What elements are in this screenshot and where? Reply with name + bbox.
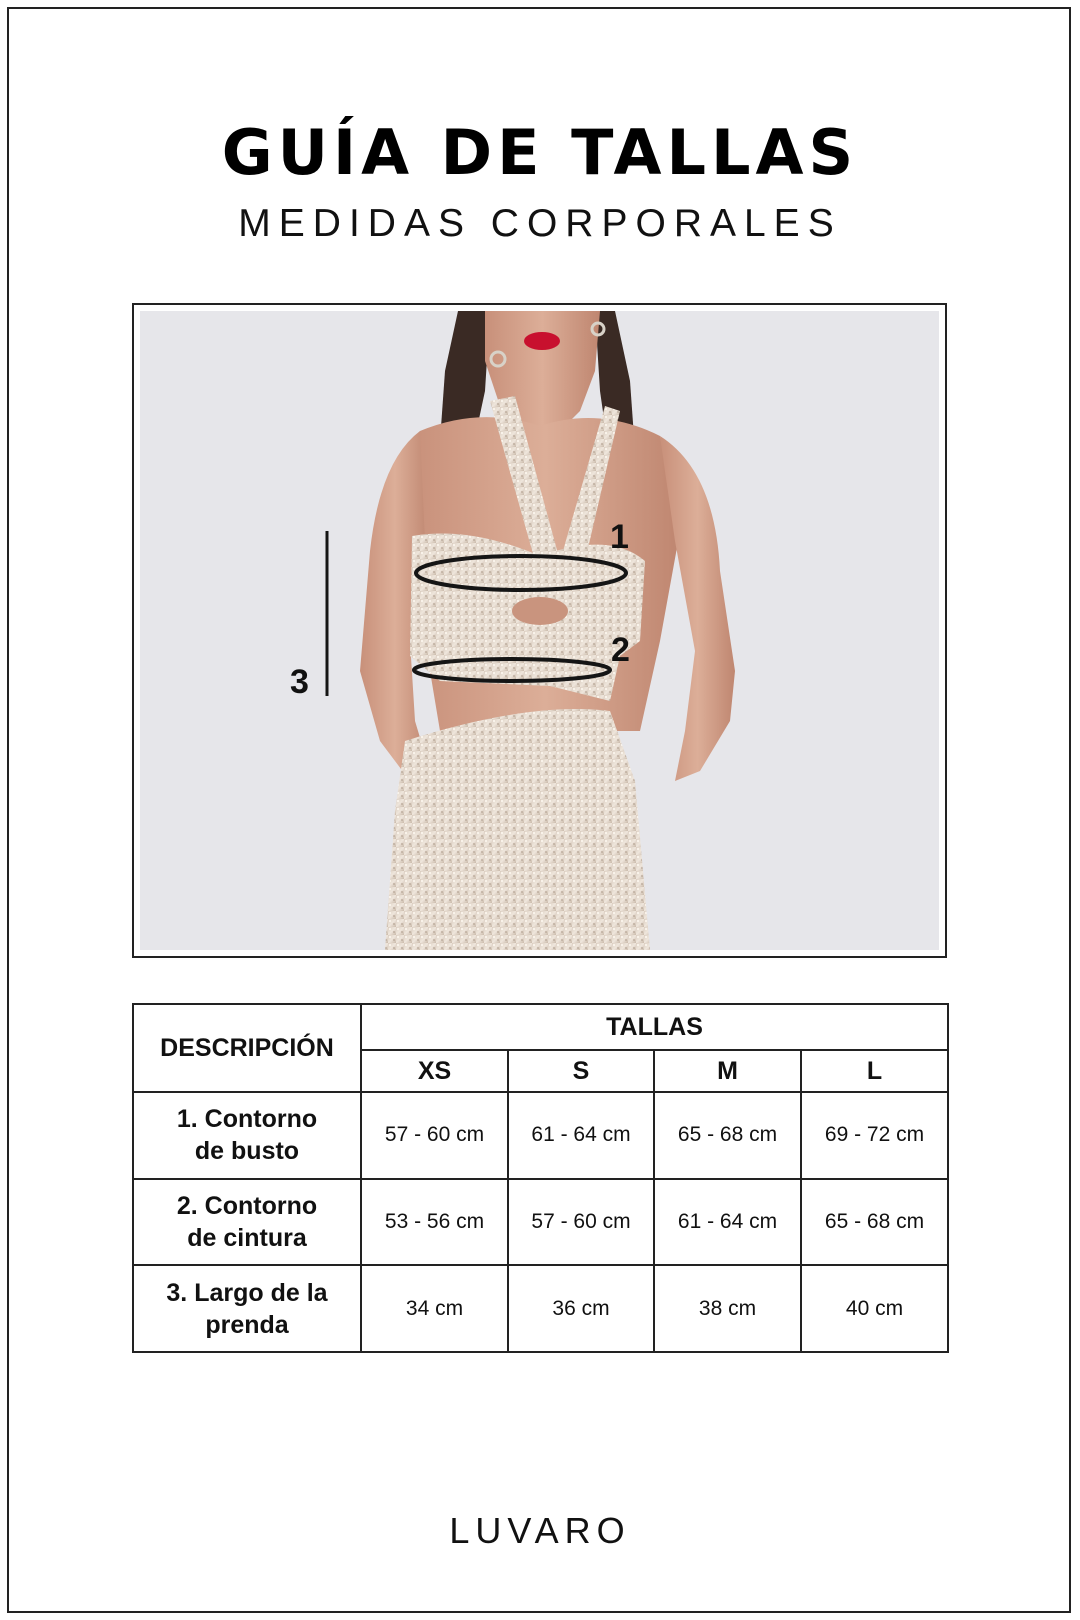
table-row: [133, 1092, 948, 1179]
lips: [524, 332, 560, 350]
table-row: [133, 1179, 948, 1266]
model-photo-frame: [132, 303, 947, 958]
row-label-line: 1. Contorno: [176, 1105, 318, 1134]
marker-3: 3: [290, 663, 309, 701]
row-label-line: 2. Contorno: [176, 1191, 318, 1220]
table-cell: 57 - 60 cm: [508, 1179, 654, 1266]
size-chart-table: [132, 1003, 949, 1353]
sizes-header: TALLAS: [361, 1004, 948, 1050]
model-photo: [140, 311, 939, 950]
table-cell: 61 - 64 cm: [508, 1092, 654, 1179]
table-cell: 69 - 72 cm: [801, 1092, 948, 1179]
table-cell: 65 - 68 cm: [801, 1179, 948, 1266]
marker-2: 2: [611, 631, 630, 669]
table-cell: 38 cm: [654, 1265, 801, 1352]
table-cell: 53 - 56 cm: [361, 1179, 508, 1266]
marker-1: 1: [610, 518, 629, 556]
row-label-line: prenda: [205, 1310, 289, 1339]
description-header: DESCRIPCIÓN: [133, 1004, 361, 1092]
row-label-bust: [133, 1092, 361, 1179]
row-label-line: de cintura: [187, 1223, 307, 1252]
table-cell: 36 cm: [508, 1265, 654, 1352]
page-title: GUÍA DE TALLAS: [221, 116, 859, 189]
page-subtitle: MEDIDAS CORPORALES: [238, 202, 842, 245]
size-header-xs: XS: [361, 1050, 508, 1092]
table-row: [133, 1265, 948, 1352]
size-header-s: S: [508, 1050, 654, 1092]
table-cell: 61 - 64 cm: [654, 1179, 801, 1266]
row-label-line: de busto: [194, 1137, 300, 1166]
size-header-m: M: [654, 1050, 801, 1092]
table-cell: 57 - 60 cm: [361, 1092, 508, 1179]
size-header-l: L: [801, 1050, 948, 1092]
table-cell: 34 cm: [361, 1265, 508, 1352]
sequin-skirt: [385, 709, 650, 950]
table-cell: 65 - 68 cm: [654, 1092, 801, 1179]
row-label-waist: [133, 1179, 361, 1266]
table-cell: 40 cm: [801, 1265, 948, 1352]
row-label-line: 3. Largo de la: [166, 1278, 328, 1307]
model-illustration: [140, 311, 939, 950]
brand-logo: LUVARO: [449, 1510, 631, 1551]
row-label-length: [133, 1265, 361, 1352]
